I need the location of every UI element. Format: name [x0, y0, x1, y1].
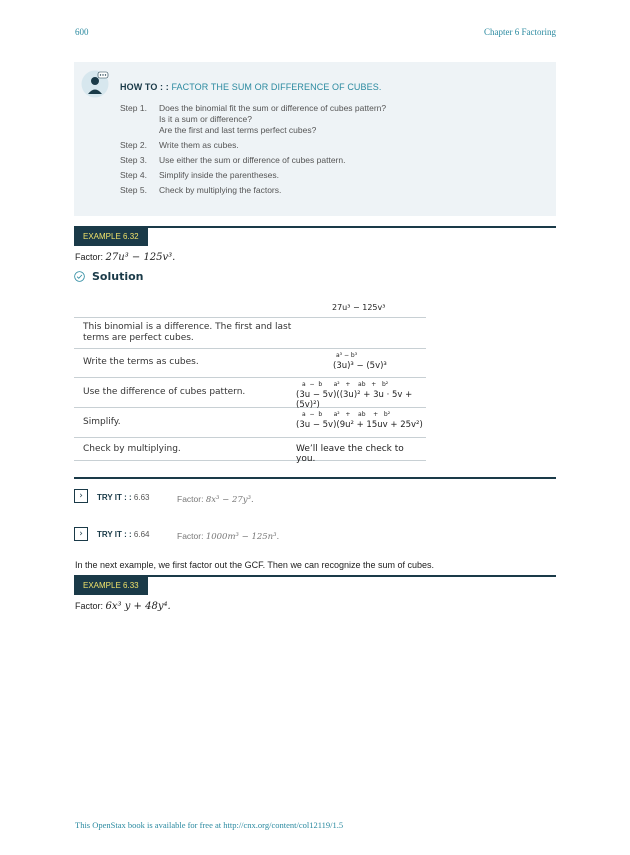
- row-math: (3u)³ − (5v)³: [333, 361, 387, 371]
- step-2-label: Step 2.: [120, 140, 147, 150]
- row-math: (3u − 5v)(9u² + 15uv + 25v²): [296, 420, 423, 430]
- step-4-label: Step 4.: [120, 170, 147, 180]
- chevron-right-icon: ›: [79, 491, 83, 501]
- step-3-text: Use either the sum or difference of cubes pattern.: [159, 155, 346, 165]
- step-1-line-2: Is it a sum or difference?: [159, 114, 252, 124]
- row-text: Write the terms as cubes.: [83, 357, 199, 367]
- row-text: Use the difference of cubes pattern.: [83, 387, 246, 397]
- try-it-expression: 8x³ − 27y³.: [205, 495, 254, 505]
- step-5-text: Check by multiplying the factors.: [159, 185, 282, 195]
- table-row: [74, 378, 426, 408]
- section-rule: [74, 477, 556, 479]
- example-label: EXAMPLE 6.33: [74, 577, 148, 595]
- try-it-label: [97, 493, 149, 502]
- transition-text: In the next example, we first factor out the GCF. Then we can recognize the sum of cubes.: [75, 560, 435, 570]
- problem-expression: 6x³ y + 48y⁴.: [105, 601, 171, 612]
- footer-text: This OpenStax book is available for free at http://cnx.org/content/col12119/1.5: [75, 820, 344, 830]
- solution-table: [74, 297, 426, 464]
- howto-title: [120, 82, 381, 92]
- try-it-title: TRY IT : :: [97, 493, 132, 502]
- howto-title-text: FACTOR THE SUM OR DIFFERENCE OF CUBES.: [171, 82, 382, 92]
- howto-prefix: HOW TO : :: [120, 82, 169, 92]
- try-it-title: TRY IT : :: [97, 530, 132, 539]
- chapter-header: Chapter 6 Factoring: [484, 27, 556, 37]
- table-row: [74, 318, 426, 349]
- solution-title: Solution: [92, 270, 144, 283]
- step-1-text: [159, 103, 386, 136]
- step-1-line-1: Does the binomial fit the sum or difference of cubes pattern?: [159, 103, 387, 113]
- row-math: We’ll leave the check to you.: [296, 444, 404, 464]
- factor-prefix: Factor:: [75, 252, 104, 262]
- try-it-expression: 1000m³ − 125n³.: [205, 532, 280, 542]
- try-it-toggle[interactable]: [74, 527, 88, 541]
- try-it-number: 6.64: [133, 530, 150, 539]
- table-row: [74, 438, 426, 464]
- example-problem: [75, 252, 175, 263]
- row-pattern-labels: a − b a² + ab + b²: [302, 381, 389, 388]
- row-pattern-labels: a³ − b³: [336, 352, 358, 359]
- factor-prefix: Factor:: [75, 601, 104, 611]
- try-it-prefix: Factor:: [177, 494, 204, 504]
- step-1-label: Step 1.: [120, 103, 147, 113]
- row-text: Simplify.: [83, 417, 121, 427]
- step-2-text: Write them as cubes.: [159, 140, 239, 150]
- table-row: [74, 349, 426, 378]
- try-it-number: 6.63: [133, 493, 150, 502]
- chevron-right-icon: ›: [79, 529, 83, 539]
- howto-person-icon: [81, 70, 109, 98]
- top-expression: 27u³ − 125v³: [332, 303, 386, 312]
- example-label: EXAMPLE 6.32: [74, 228, 148, 246]
- try-it-toggle[interactable]: [74, 489, 88, 503]
- try-it-question: [177, 494, 254, 505]
- step-5-label: Step 5.: [120, 185, 147, 195]
- table-row: [74, 408, 426, 438]
- step-4-text: Simplify inside the parentheses.: [159, 170, 280, 180]
- row-text: This binomial is a difference. The first and last terms are perfect cubes.: [83, 322, 292, 343]
- row-pattern-labels: a − b a² + ab + b²: [302, 411, 391, 418]
- step-1-line-3: Are the first and last terms perfect cubes?: [159, 125, 317, 135]
- page-number: 600: [75, 27, 89, 37]
- try-it-question: [177, 531, 279, 542]
- table-row: [74, 297, 426, 318]
- try-it-label: [97, 530, 149, 539]
- row-math: (3u − 5v)((3u)² + 3u · 5v + (5v)²): [296, 390, 413, 410]
- check-circle-icon: [74, 271, 85, 282]
- example-problem: [75, 601, 171, 612]
- row-text: Check by multiplying.: [83, 444, 181, 454]
- step-3-label: Step 3.: [120, 155, 147, 165]
- try-it-prefix: Factor:: [177, 531, 204, 541]
- problem-expression: 27u³ − 125v³.: [105, 252, 176, 263]
